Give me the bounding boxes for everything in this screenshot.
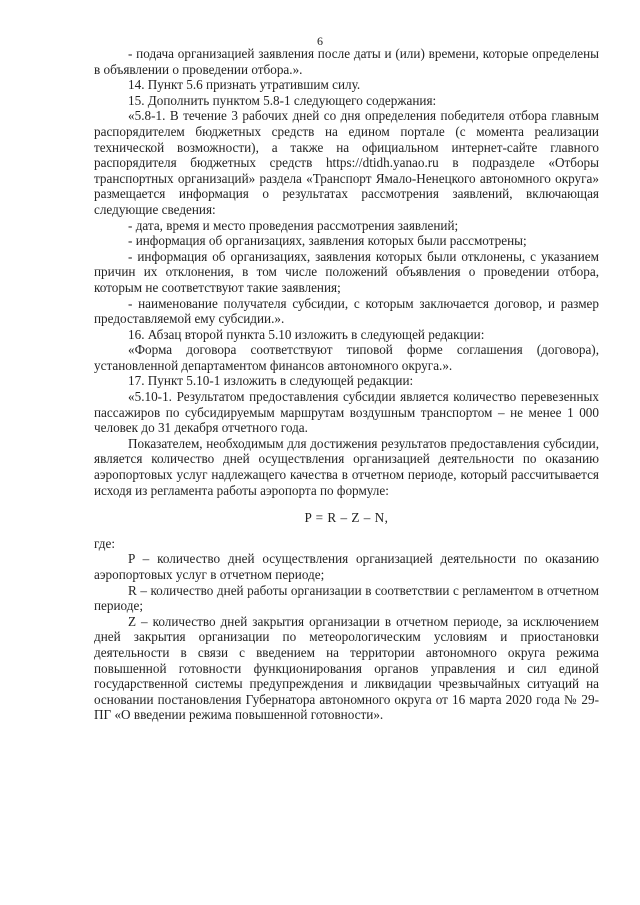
paragraph-indicator: Показателем, необходимым для достижения результатов предоставления субсидии, является количество дней осуществления организацией деятельности по оказанию аэропортовых услуг надлежащего качества в отчетном периоде, который рассчитывается исходя из регламента работы аэропорта по формуле: — [94, 435, 599, 498]
paragraph-5-8-1: «5.8-1. В течение 3 рабочих дней со дня определения победителя отбора главным распорядителем бюджетных средств на едином портале (с момента реализации технической возможности), а также на официальном интернет-сайте главного распорядителя бюджетных средств https://dtidh.yanao.ru в подразделе «Отборы транспортных организаций» раздела «Транспорт Ямало-Ненецкого автономного округа» размещается информация о результатах рассмотрения заявлений, включающая следующие сведения: — [94, 108, 599, 217]
formula: P = R – Z – N, — [304, 510, 389, 526]
paragraph-contract-form: «Форма договора соответствуют типовой форме соглашения (договора), установленной департаментом финансов автономного округа.». — [94, 342, 599, 373]
paragraph-item-17: 17. Пункт 5.10-1 изложить в следующей редакции: — [128, 373, 414, 389]
paragraph-application-deadline: - подача организацией заявления после даты и (или) времени, которые определены в объявлении о проведении отбора.». — [94, 46, 599, 77]
bullet-subsidy-recipient: - наименование получателя субсидии, с которым заключается договор, и размер предоставляемой ему субсидии.». — [94, 295, 599, 327]
paragraph-item-14: 14. Пункт 5.6 признать утратившим силу. — [128, 77, 361, 93]
where-label: где: — [94, 535, 115, 551]
paragraph-item-16: 16. Абзац второй пункта 5.10 изложить в следующей редакции: — [128, 326, 485, 342]
bullet-review-date: - дата, время и место проведения рассмотрения заявлений; — [128, 217, 459, 233]
document-body — [94, 46, 599, 723]
bullet-rejected-organizations: - информация об организациях, заявления которых были отклонены, с указанием причин их отклонения, в том числе положений объявления о проведении отбора, которым не соответствуют такие заявления; — [94, 248, 599, 295]
page-number: 6 — [317, 34, 323, 48]
definition-r: R – количество дней работы организации в соответствии с регламентом в отчетном периоде; — [94, 582, 599, 614]
paragraph-5-10-1: «5.10-1. Результатом предоставления субсидии является количество перевезенных пассажиров по субсидируемым маршрутам воздушным транспортом – не менее 1 000 человек до 31 декабря отчетного года. — [94, 389, 599, 436]
definition-z: Z – количество дней закрытия организации в отчетном периоде, за исключением дней закрытия организации по метеорологическим условиям и приостановки деятельности в связи с введением на территории автономного округа режима повышенной готовности функционирования органов управления и сил единой государственной системы предупреждения и ликвидации чрезвычайных ситуаций на основании постановления Губернатора автономного округа от 16 марта 2020 года № 29-ПГ «О введении режима повышенной готовности». — [94, 613, 599, 723]
bullet-reviewed-organizations: - информация об организациях, заявления которых были рассмотрены; — [128, 233, 527, 249]
definition-p: P – количество дней осуществления организацией деятельности по оказанию аэропортовых услуг в отчетном периоде; — [94, 551, 599, 582]
paragraph-item-15: 15. Дополнить пунктом 5.8-1 следующего содержания: — [128, 92, 437, 108]
